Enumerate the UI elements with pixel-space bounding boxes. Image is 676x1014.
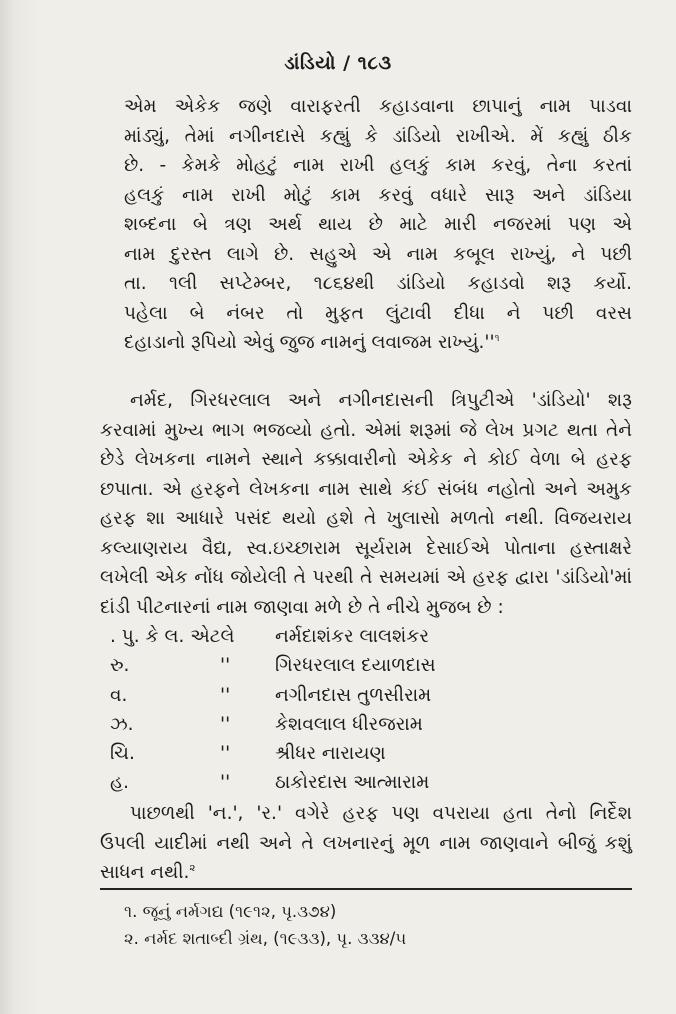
list-abbreviation: ઝ. <box>110 713 134 735</box>
closing-last-line <box>100 858 632 888</box>
quote-line: નામ દુરસ્ત લાગે છે. સહુએ એ નામ કબૂલ રાખ્યું, ને પછી <box>124 243 632 265</box>
list-item <box>100 651 632 680</box>
body-line: હરફ શા આધારે પસંદ થયો હશે તે ખુલાસો મળતો નથી. વિજયરાય <box>100 508 632 529</box>
list-abbreviation: વ. <box>110 684 128 706</box>
quote-line: એમ એકેક જણે વારાફરતી કહાડવાના છાપાનું નામ પાડવા <box>124 96 632 117</box>
list-name: કેશવલાલ ધીરજરામ <box>275 713 423 735</box>
quote-line: શબ્દના બે ત્રણ અર્થ થાય છે માટે મારી નજરમાં પણ એ <box>124 214 632 235</box>
block-quote <box>124 92 632 358</box>
list-item <box>100 681 632 710</box>
list-ditto: '' <box>220 684 231 706</box>
body-line: છેડે લેખકના નામને સ્થાને કક્કાવારીનો એકેક ને કોઈ વેળા બે હરફ <box>100 449 632 470</box>
list-name: નર્મદાશંકર લાલશંકર <box>275 626 429 647</box>
closing-line: પાછળથી 'ન.', 'ર.' વગેરે હરફ પણ વપરાયા હતા તેનો નિર્દેશ <box>130 803 632 824</box>
body-line: કલ્યાણરાય વૈદ્ય, સ્વ.ઇચ્છારામ સૂર્યરામ દેસાઈએ પોતાના હસ્તાક્ષરે <box>100 537 632 559</box>
footnote-item: ૨. નર્મદ શતાબ્દી ગ્રંથ, (૧૯૩૩), પૃ. ૩૩૪/૫ <box>124 929 407 948</box>
closing-line: સાધન નથી. <box>100 862 190 883</box>
list-name: ગિરધરલાલ દયાળદાસ <box>275 655 436 677</box>
list-abbreviation: રુ. <box>110 655 130 677</box>
body-line: છપાતા. એ હરફને લેખકના નામ સાથે કંઈ સંબંધ નહોતો અને અમુક <box>100 478 632 500</box>
list-item <box>100 768 632 797</box>
quote-line: હલકું નામ રાખી મોટું કામ કરવું વધારે સારૂ અને ડાંડિયા <box>124 184 632 206</box>
body-paragraph <box>100 386 632 622</box>
footnote-marker: ૨ <box>189 862 196 874</box>
body-line: નર્મદ, ગિરધરલાલ અને નગીનદાસની ત્રિપુટીએ 'ડાંડિયો' શરૂ <box>130 390 632 411</box>
list-abbreviation: હ. <box>110 772 130 794</box>
footnotes <box>124 898 632 952</box>
list-ditto: '' <box>220 772 231 794</box>
footnote-marker: ૧ <box>494 332 500 344</box>
closing-line: ઉપલી યાદીમાં નથી અને તે લખનારનું મૂળ નામ જાણવાને બીજું કશું <box>100 832 632 854</box>
body-line: લખેલી એક નોંધ જોયેલી તે પરથી તે સમયમાં એ હરફ દ્વારા 'ડાંડિયો'માં <box>100 567 632 588</box>
pen-name-list <box>100 622 632 798</box>
list-name: ઠાકોરદાસ આત્મારામ <box>275 772 430 794</box>
list-ditto: '' <box>220 743 231 765</box>
quote-line: દહાડાનો રૂપિયો એવું જુજ નામનું લવાજમ રાખ્યું.'' <box>124 332 495 353</box>
list-abbreviation: . પુ. કે લ. એટલે <box>110 626 235 647</box>
quote-line: છે. - કેમકે મોહટું નામ રાખી હલકું કામ કરવું, તેના કરતાં <box>124 155 632 176</box>
body-line: કરવામાં મુખ્ય ભાગ ભજવ્યો હતો. એમાં શરૂમાં જે લેખ પ્રગટ થતા તેને <box>100 419 632 441</box>
body-line: દાંડી પીટનારનાં નામ જાણવા મળે છે તે નીચે મુજબ છે : <box>100 596 504 618</box>
quote-line: માંડ્યું, તેમાં નગીનદાસે કહ્યું કે ડાંડિયો રાખીએ. મેં કહ્યું ઠીક <box>124 125 632 147</box>
quote-line: તા. ૧લી સપ્ટેમ્બર, ૧૮૬૪થી ડાંડિયો કહાડવો શરૂ કર્યો. <box>124 273 632 294</box>
footnote-divider <box>100 888 632 890</box>
list-name: શ્રીધર નારાયણ <box>275 743 386 765</box>
running-header: ડાંડિયો / ૧૮૩ <box>284 52 392 74</box>
quote-line: પહેલા બે નંબર તો મુફત લુંટાવી દીધા ને પછી વરસ <box>124 302 632 324</box>
list-ditto <box>220 622 275 651</box>
quote-last-line <box>124 328 632 358</box>
list-name: નગીનદાસ તુળસીરામ <box>275 684 432 706</box>
list-item <box>100 622 632 651</box>
list-ditto: '' <box>220 655 231 677</box>
list-abbreviation: ચિ. <box>110 743 135 765</box>
list-ditto: '' <box>220 713 231 735</box>
closing-paragraph <box>100 799 632 888</box>
list-item <box>100 710 632 739</box>
list-item <box>100 739 632 768</box>
footnote-item: ૧. જૂનું નર્મગદ્ય (૧૯૧૨, પૃ.૩૭૪) <box>124 902 337 921</box>
